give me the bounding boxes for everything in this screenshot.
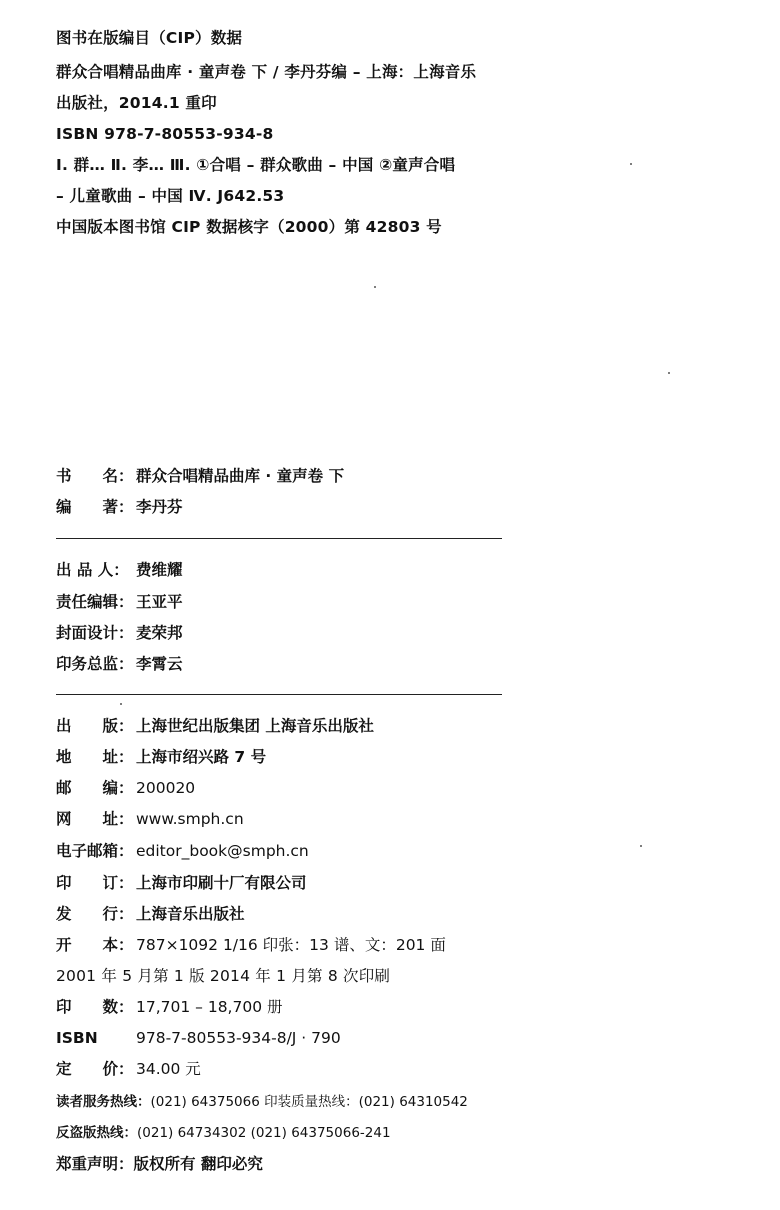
pub-row [56,778,195,798]
scan-speck [374,286,376,288]
print-run-label: 印 数： [56,998,134,1016]
scan-speck [668,372,670,374]
pub-printer-value: 上海市印刷十厂有限公司 [136,874,307,892]
staff-editor-value: 王亚平 [136,593,183,611]
staff-row [56,592,183,612]
hotline-row [56,1092,468,1112]
scan-speck [640,845,642,847]
staff-row [56,654,183,674]
pub-publisher-label: 出 版： [56,717,134,735]
pub-row [56,935,446,955]
pub-email-label: 电子邮箱： [56,842,134,860]
staff-editor-label: 责任编辑： [56,593,134,611]
price-value: 34.00 元 [136,1060,201,1078]
divider-1 [56,538,502,539]
pub-distributor-label: 发 行： [56,905,134,923]
anti-piracy-label: 反盗版热线： [56,1125,137,1141]
staff-print-director-value: 李霄云 [136,655,183,673]
staff-row [56,623,183,643]
pub-row [56,997,283,1017]
hotline-row [56,1154,263,1174]
anti-piracy-value: (021) 64734302 (021) 64375066-241 [137,1125,391,1141]
pub-row [56,841,309,861]
scan-speck [630,163,632,165]
pub-postcode-value: 200020 [136,779,196,797]
pub-row [56,747,266,767]
print-run-value: 17,701 – 18,700 册 [136,998,283,1016]
isbn-value: 978-7-80553-934-8/J · 790 [136,1029,341,1047]
staff-cover-design-label: 封面设计： [56,624,134,642]
book-author-row [56,497,183,517]
pub-row [56,1059,201,1079]
cip-line-record-number: 中国版本图书馆 CIP 数据核字（2000）第 42803 号 [56,218,442,236]
pub-distributor-value: 上海音乐出版社 [136,905,245,923]
statement-label: 郑重声明： [56,1155,134,1173]
book-title-value: 群众合唱精品曲库 · 童声卷 下 [136,467,345,485]
pub-row [56,873,307,893]
pub-website-value: www.smph.cn [136,810,244,828]
pub-row [56,1028,341,1048]
pub-format-value: 787×1092 1/16 印张：13 谱、文：201 面 [136,936,446,954]
staff-print-director-label: 印务总监： [56,655,134,673]
pub-printer-label: 印 订： [56,874,134,892]
hotline-row [56,1123,391,1143]
cip-heading: 图书在版编目（CIP）数据 [56,29,243,47]
book-author-value: 李丹芬 [136,498,183,516]
pub-publisher-value: 上海世纪出版集团 上海音乐出版社 [136,717,374,735]
pub-row [56,809,244,829]
pub-address-label: 地 址： [56,748,134,766]
book-title-label: 书 名： [56,467,134,485]
staff-row [56,560,183,580]
isbn-label: ISBN [56,1029,98,1047]
staff-cover-design-value: 麦荣邦 [136,624,183,642]
pub-email-value: editor_book@smph.cn [136,842,309,860]
pub-row [56,904,245,924]
statement-value: 版权所有 翻印必究 [133,1155,263,1173]
cip-line-classification: – 儿童歌曲 – 中国 Ⅳ. J642.53 [56,187,285,205]
price-label: 定 价： [56,1060,134,1078]
book-author-label: 编 著： [56,498,134,516]
staff-producer-value: 费维耀 [136,561,183,579]
divider-2 [56,694,502,695]
scan-speck [120,703,122,705]
staff-producer-label: 出 品 人： [56,561,129,579]
pub-website-label: 网 址： [56,810,134,828]
cip-line-isbn: ISBN 978-7-80553-934-8 [56,125,274,143]
pub-postcode-label: 邮 编： [56,779,134,797]
cip-line-subjects: Ⅰ. 群… Ⅱ. 李… Ⅲ. ①合唱 – 群众歌曲 – 中国 ②童声合唱 [56,156,456,174]
pub-row [56,716,374,736]
cip-line-title: 群众合唱精品曲库 · 童声卷 下 / 李丹芬编 – 上海：上海音乐 [56,63,477,81]
pub-address-value: 上海市绍兴路 7 号 [136,748,267,766]
book-title-row [56,466,344,486]
cip-line-publisher: 出版社，2014.1 重印 [56,94,217,112]
pub-format-label: 开 本： [56,936,134,954]
reader-hotline-value: (021) 64375066 印装质量热线：(021) 64310542 [150,1094,468,1110]
reader-hotline-label: 读者服务热线： [56,1094,151,1110]
edition-line: 2001 年 5 月第 1 版 2014 年 1 月第 8 次印刷 [56,967,391,985]
